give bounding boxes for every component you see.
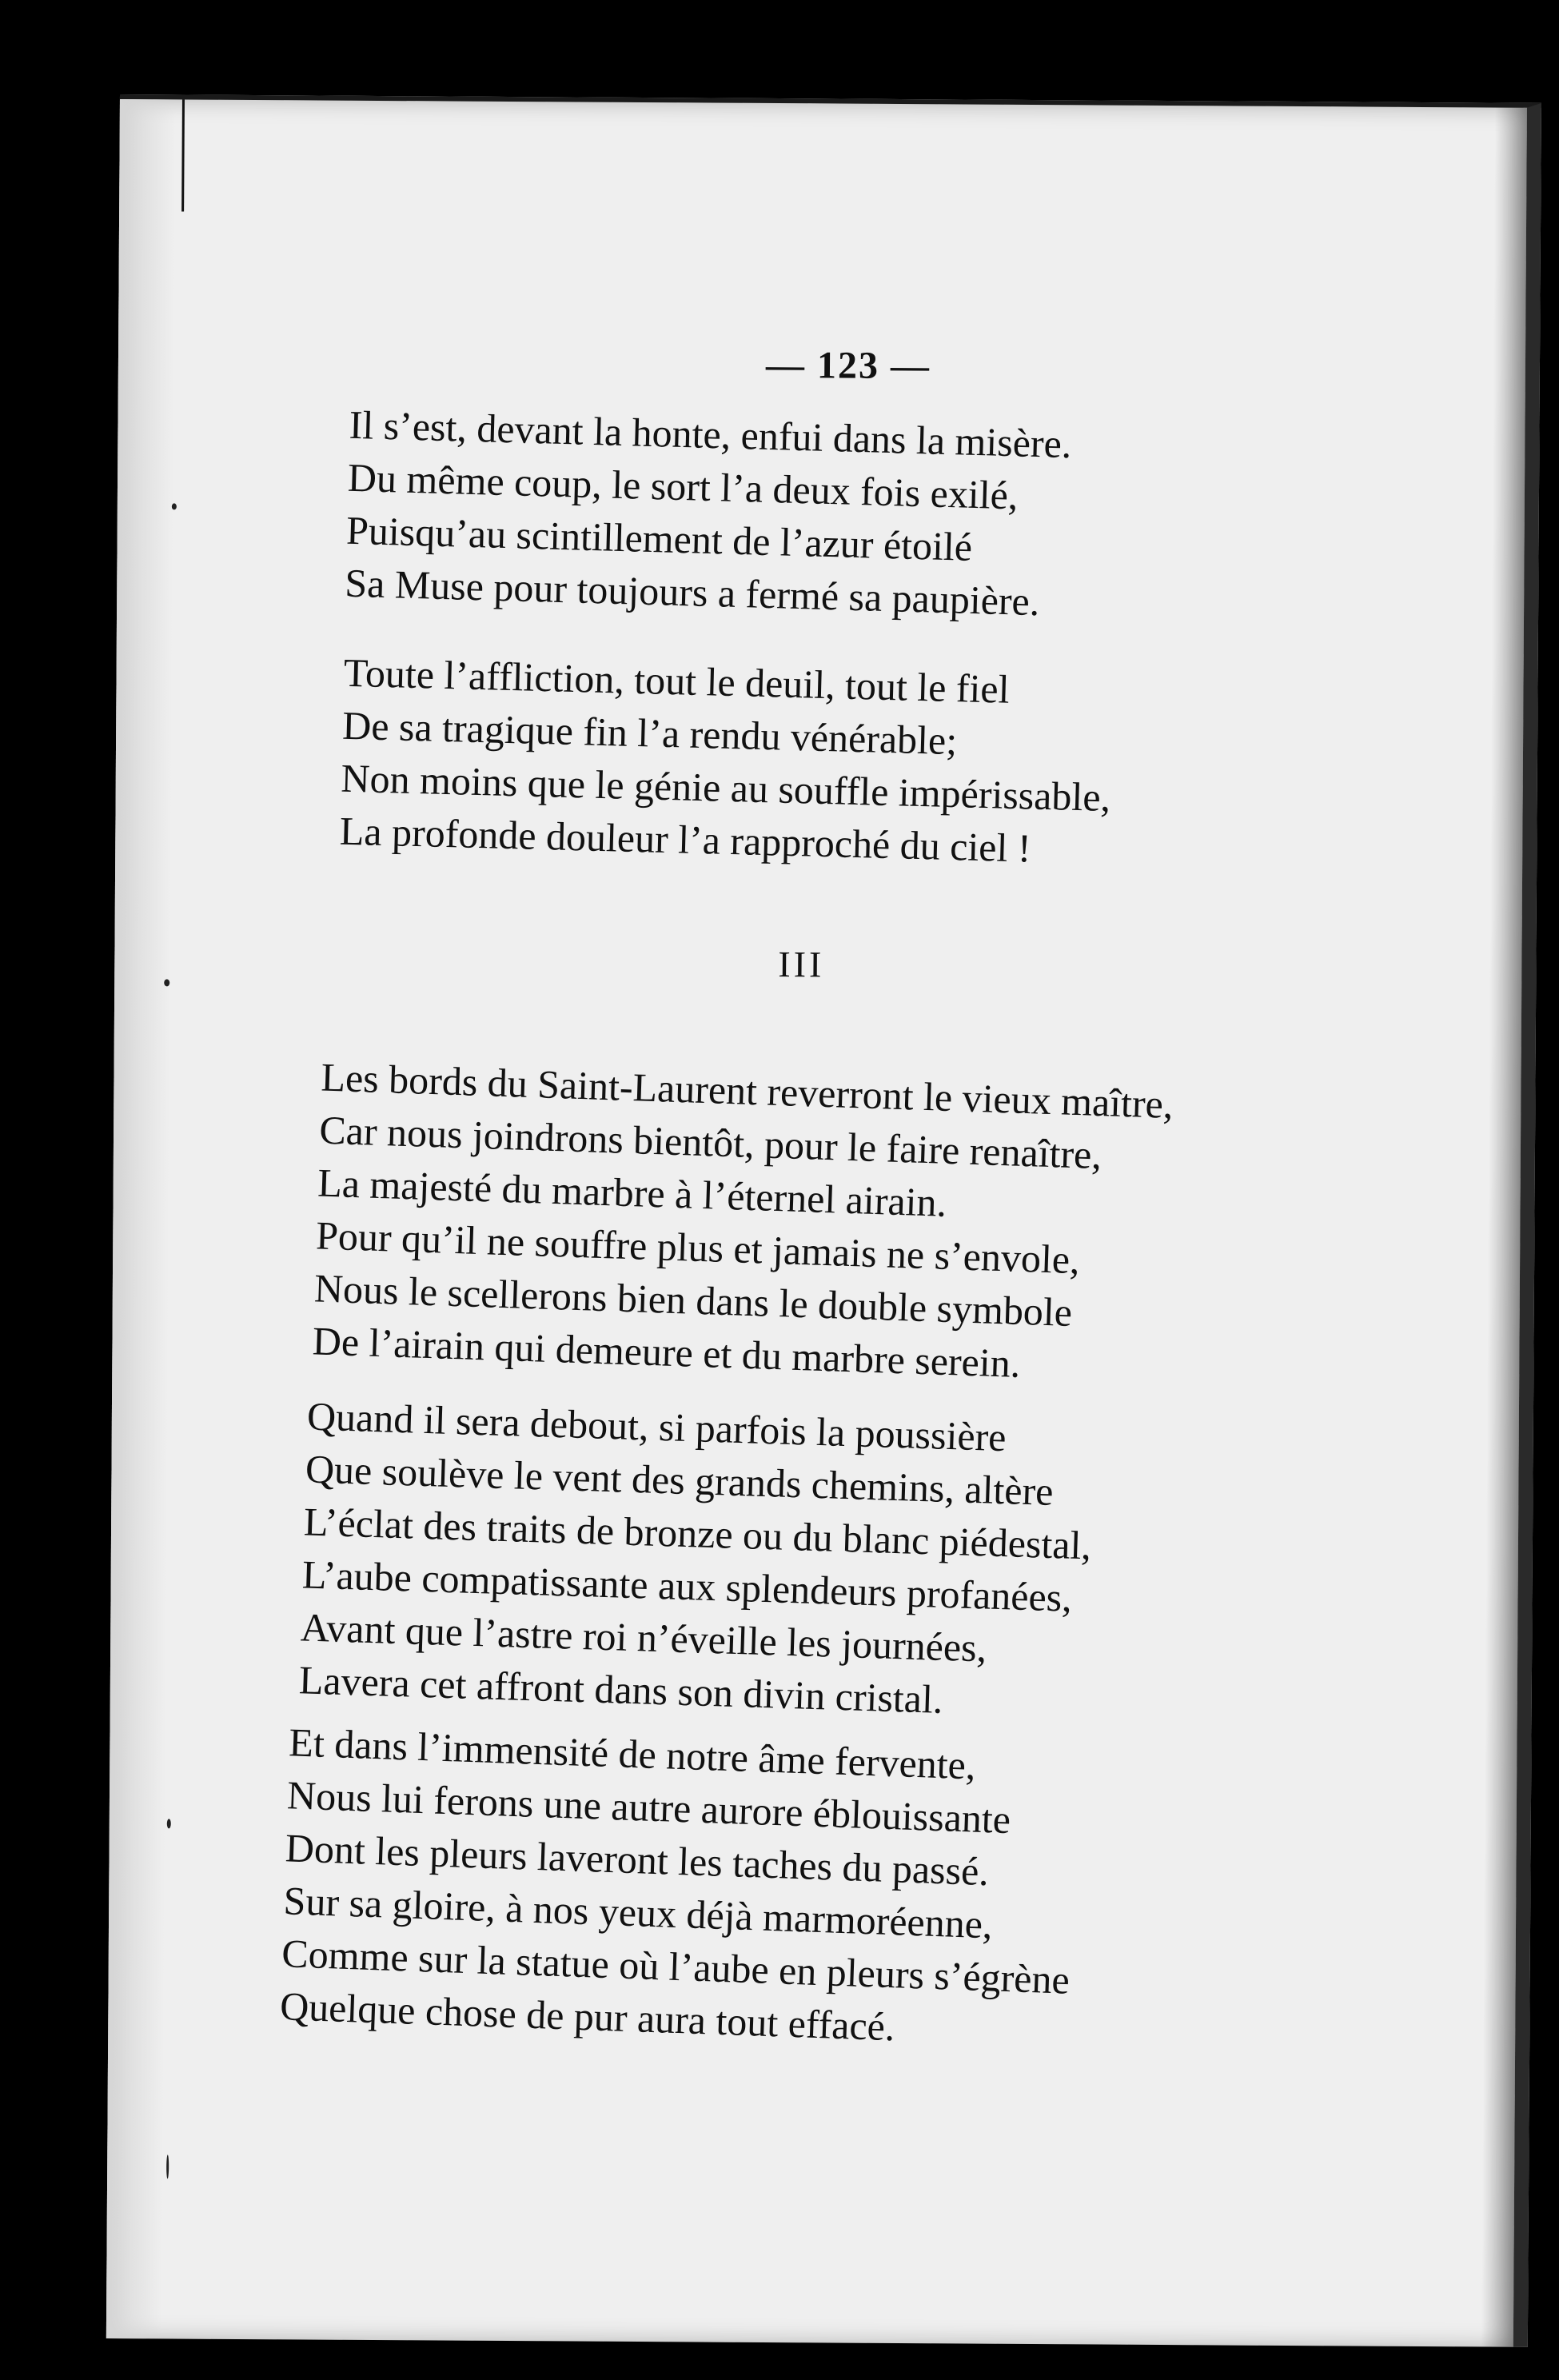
verse-line: De l’airain qui demeure et du marbre serein. [312, 1318, 1022, 1386]
verse-line: Quand il sera debout, si parfois la poussière [306, 1393, 1007, 1460]
verse-line: De sa tragique fin l’a rendu vénérable; [341, 702, 958, 764]
verse-line: Non moins que le génie au souffle impérissable, [340, 755, 1111, 821]
stanza-4 [298, 1389, 1095, 1730]
verse-line: Nous lui ferons une autre aurore éblouissante [286, 1772, 1011, 1843]
verse-line: Puisqu’au scintillement de l’azur étoilé [345, 507, 973, 569]
verse-line: Lavera cet affront dans son divin cristal. [298, 1657, 944, 1722]
book-page [106, 94, 1541, 2347]
verse-line: Dont les pleurs laveront les taches du passé. [285, 1825, 990, 1895]
verse-line: L’aube compatissante aux splendeurs profanées, [301, 1551, 1073, 1620]
verse-line: Quelque chose de pur aura tout effacé. [279, 1983, 896, 2050]
stanza-1 [345, 398, 1073, 629]
verse-line: Que soulève le vent des grands chemins, altère [305, 1446, 1055, 1514]
verse-line: L’éclat des traits de bronze ou du blanc piédestal, [303, 1499, 1092, 1568]
verse-line: Sa Muse pour toujours a fermé sa paupière. [344, 560, 1041, 625]
verse-line: Comme sur la statue où l’aube en pleurs s’égrène [281, 1931, 1071, 2003]
verse-line: La profonde douleur l’a rapproché du ciel ! [339, 808, 1032, 871]
verse-line: Du même coup, le sort l’a deux fois exilé, [347, 454, 1019, 518]
verse-line: Et dans l’immensité de notre âme fervente, [288, 1719, 977, 1788]
verse-line: La majesté du marbre à l’éternel airain. [317, 1160, 947, 1225]
verse-line: Pour qu’il ne souffre plus et jamais ne s’envole, [315, 1212, 1081, 1283]
verse-line: Sur sa gloire, à nos yeux déjà marmoréenne, [282, 1878, 994, 1947]
verse-line: Avant que l’astre roi n’éveille les journées, [300, 1604, 987, 1671]
verse-line: Car nous joindrons bientôt, pour le faire renaître, [318, 1107, 1102, 1178]
verse-line: Nous le scellerons bien dans le double symbole [313, 1265, 1073, 1336]
stanza-2 [339, 646, 1114, 877]
verse-line: Les bords du Saint-Laurent reverront le vieux maître, [320, 1054, 1174, 1127]
text-block [106, 99, 1527, 2347]
page-number: — 123 — [765, 343, 931, 388]
verse-line: Toute l’affliction, tout le deuil, tout le fiel [343, 649, 1011, 712]
stanza-3 [312, 1051, 1174, 1395]
verse-line: Il s’est, devant la honte, enfui dans la misère. [349, 401, 1073, 467]
section-numeral: III [778, 944, 825, 985]
stanza-5 [279, 1715, 1078, 2059]
